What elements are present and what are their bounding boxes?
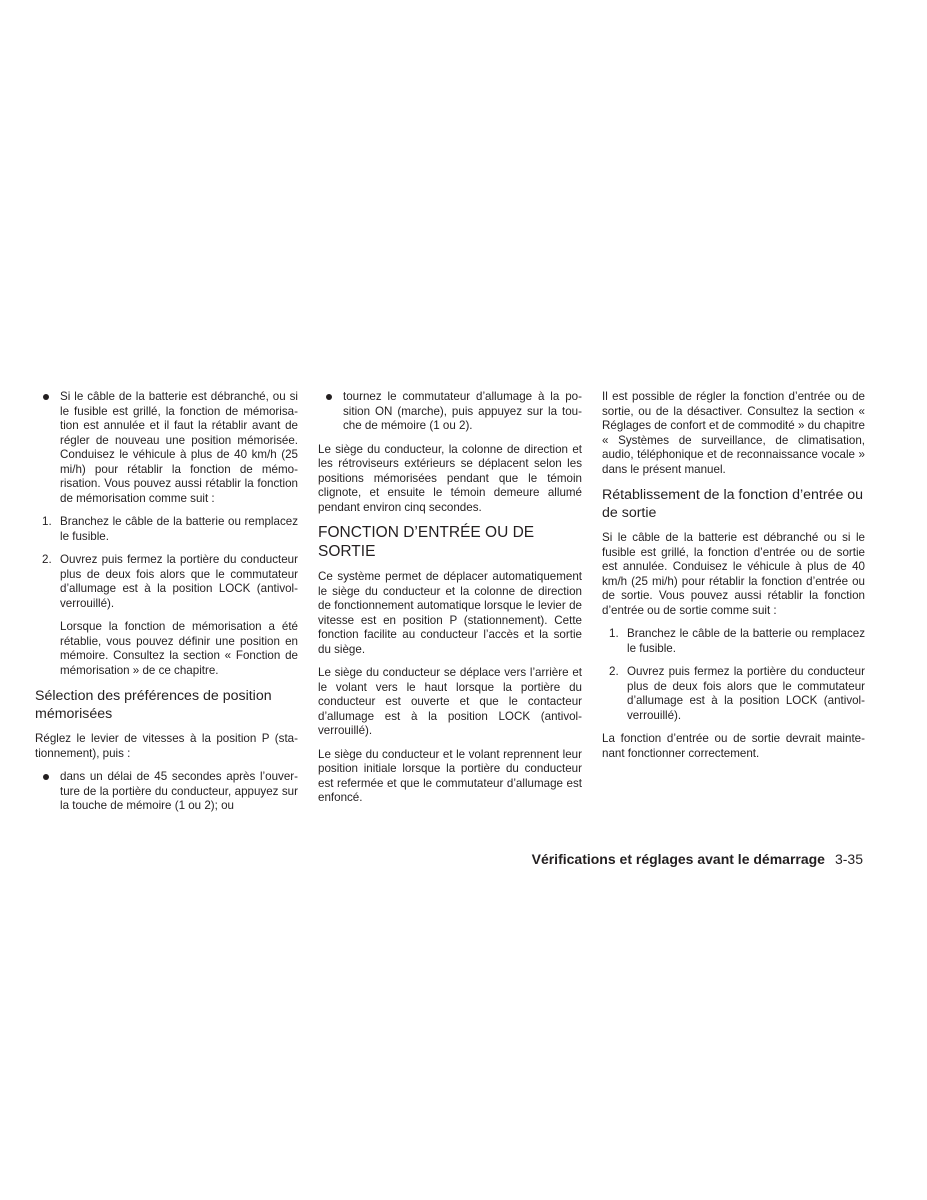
bullet-battery-reset: Si le câble de la batterie est débranché, ou si le fusible est grillé, la fonction de mémorisation est annulée et il faut la rétablir avant de régler de nouveau une position mémorisée. Conduisez le véhicule à plus de 40 km/h (25 mi/h) pour rétablir la fonction de mémorisation. Vous pouvez aussi rétablir la fonction de mémorisation comme suit : xyxy=(35,390,298,506)
step-2 xyxy=(602,665,865,723)
step-text: Ouvrez puis fermez la portière du conducteur plus de deux fois alors que le commutateur d’allumage est à la position LOCK (antivol-verrouillé). xyxy=(60,553,298,610)
paragraph-intro: Réglez le levier de vitesses à la position P (stationnement), puis : xyxy=(35,732,298,760)
section-heading-entry-exit: FONCTION D’ENTRÉE OU DE SORTIE xyxy=(318,524,535,560)
step-number: 2. xyxy=(609,665,619,678)
paragraph-system-description: Ce système permet de déplacer automatiquement le siège du conducteur et la colonne de direction de fonctionnement automatique lorsque le levier de vitesse est en position P (stationnement). Cette fonction facilite au conducteur l’accès et la sortie du siège. xyxy=(318,570,582,656)
paragraph-settings-reference: Il est possible de régler la fonction d’entrée ou de sortie, ou de la désactiver. Consultez la section « Réglages de confort et de commodité » du chapitre « Systèmes de surveillance, de climatisation, audio, téléphonique et de reconnaissance vocale » dans le présent manuel. xyxy=(602,390,865,476)
step-2-note: Lorsque la fonction de mémorisation a été rétablie, vous pouvez définir une position en mémoire. Consultez la section « Fonction de mémorisation » de ce chapitre. xyxy=(60,620,298,677)
bullet-memory-button: dans un délai de 45 secondes après l’ouverture de la portière du conducteur, appuyez sur la touche de mémoire (1 ou 2); ou xyxy=(35,770,298,814)
paragraph-seat-rearward: Le siège du conducteur se déplace vers l’arrière et le volant vers le haut lorsque la portière du conducteur est ouverte et que le contacteur d’allumage est à la position LOCK (antivol-verrouillé). xyxy=(318,666,582,737)
paragraph-reset-intro: Si le câble de la batterie est débranché ou si le fusible est grillé, la fonction d’entrée ou de sortie est annulée. Conduisez le véhicule à plus de 40 km/h (25 mi/h) pour rétablir la fonction d’entrée ou de sortie. Vous pouvez aussi rétablir la fonction d’entrée ou de sortie comme suit : xyxy=(602,531,865,617)
step-number: 1. xyxy=(42,515,52,528)
step-text: Branchez le câble de la batterie ou remplacez le fusible. xyxy=(60,515,298,543)
page-number: 3-35 xyxy=(834,851,863,867)
step-number: 2. xyxy=(42,553,52,566)
step-text: Ouvrez puis fermez la portière du conducteur plus de deux fois alors que le commutateur d’allumage est à la position LOCK (antivol-verrouillé). xyxy=(627,665,865,722)
paragraph-seat-moves: Le siège du conducteur, la colonne de direction et les rétroviseurs extérieurs se déplacent selon les positions mémorisées pendant que le témoin clignote, et ensuite le témoin demeure allumé pendant environ cinq secondes. xyxy=(318,442,582,514)
section-heading-memory-selection: Sélection des préférences de position mémorisées xyxy=(35,688,272,722)
step-text: Branchez le câble de la batterie ou remplacez le fusible. xyxy=(627,627,865,655)
step-number: 1. xyxy=(609,627,619,640)
bullet-ignition-on: tournez le commutateur d’allumage à la position ON (marche), puis appuyez sur la touche de mémoire (1 ou 2). xyxy=(318,390,582,434)
column-right xyxy=(602,390,865,770)
paragraph-conclusion: La fonction d’entrée ou de sortie devrait maintenant fonctionner correctement. xyxy=(602,732,865,760)
step-2 xyxy=(35,553,298,611)
step-1 xyxy=(602,627,865,656)
page-footer xyxy=(0,850,863,868)
section-heading-reset-entry-exit: Rétablissement de la fonction d’entrée ou de sortie xyxy=(602,487,864,521)
step-1 xyxy=(35,515,298,544)
column-left xyxy=(35,390,298,823)
footer-section-title: Vérifications et réglages avant le démarrage xyxy=(531,851,825,867)
paragraph-seat-return: Le siège du conducteur et le volant reprennent leur position initiale lorsque la portière du conducteur est refermée et que le commutateur d’allumage est enfoncé. xyxy=(318,747,582,804)
column-middle xyxy=(318,390,582,815)
